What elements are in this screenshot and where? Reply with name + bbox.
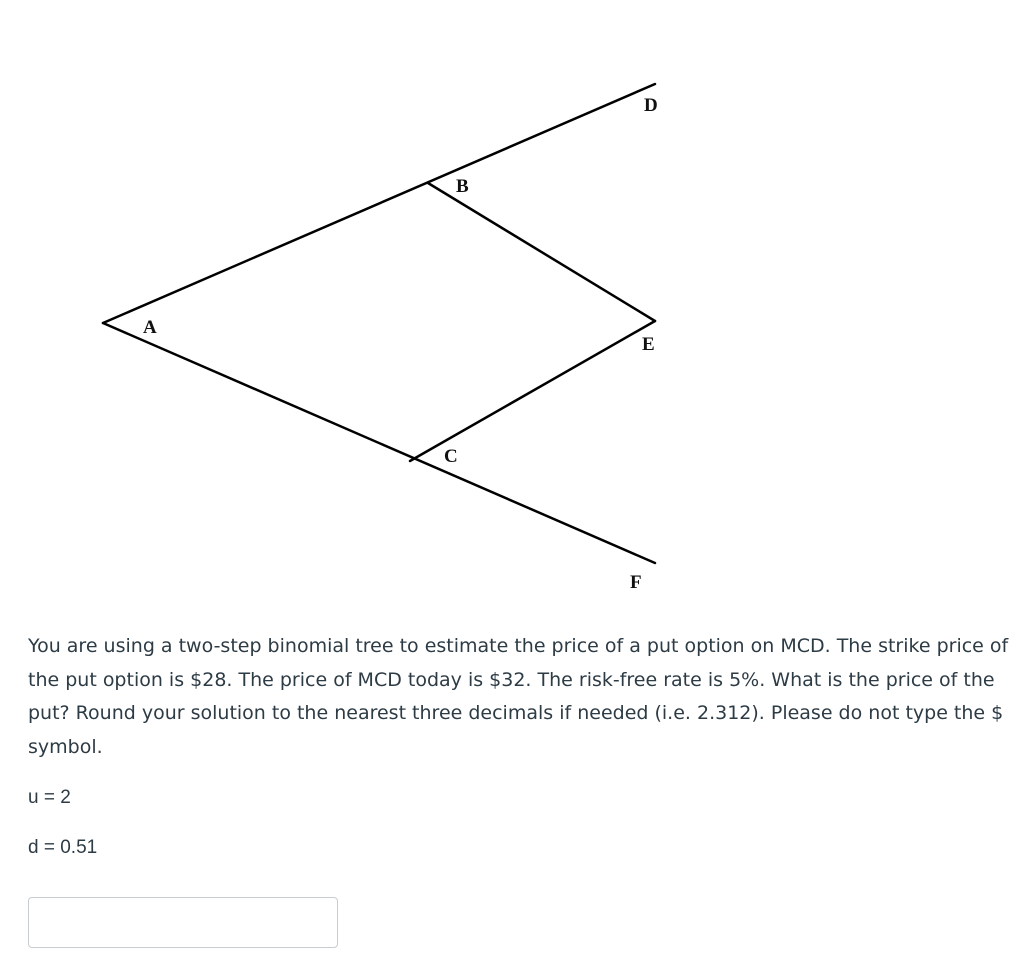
question-text: You are using a two-step binomial tree to estimate the price of a put option on MCD. The strike price of the put option is $28. The price of MCD today is $32. The risk-free rate is 5%. What is the price of the put? Round your solution to the nearest three decimals if needed (i.e. 2.312). Please do not type the $ symbol. <box>28 635 1009 758</box>
node-label-e: E <box>642 334 655 355</box>
edge-c-e <box>410 321 655 461</box>
edge-b-e <box>428 183 655 321</box>
node-label-a: A <box>143 317 157 338</box>
node-label-c: C <box>444 446 458 467</box>
param-d: d = 0.51 <box>28 837 98 858</box>
node-label-d: D <box>644 95 658 116</box>
answer-input[interactable] <box>28 897 338 948</box>
param-u: u = 2 <box>28 787 71 808</box>
edge-a-f <box>103 323 655 563</box>
node-label-b: B <box>456 176 469 197</box>
node-label-f: F <box>630 572 642 593</box>
edge-a-d <box>103 84 655 323</box>
